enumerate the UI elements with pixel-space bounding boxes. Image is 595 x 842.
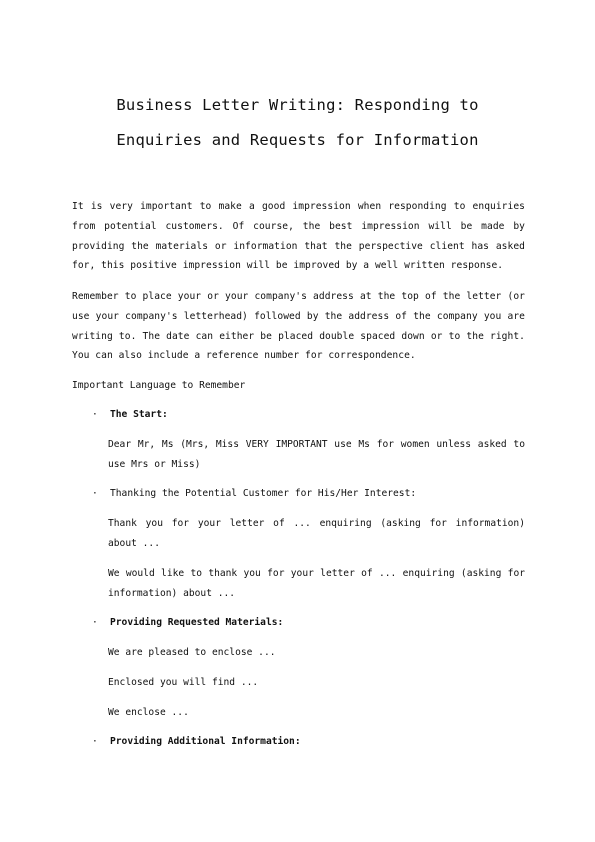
bullet-label: Providing Requested Materials: — [110, 617, 284, 628]
list-item: We enclose ... — [108, 707, 189, 718]
bullet-dot: · — [92, 617, 98, 628]
bullet-label: Providing Additional Information: — [110, 736, 301, 747]
bullet-thanking — [92, 484, 416, 504]
list-item: We are pleased to enclose ... — [108, 647, 276, 658]
intro-paragraph: It is very important to make a good impression when responding to enquiries from potential customers. Of course, the best impression will be made by providing the materials or information that the perspective client has asked for, this positive impression will be improved by a well written response. — [72, 201, 525, 272]
list-item: Dear Mr, Ms (Mrs, Miss VERY IMPORTANT use Ms for women unless asked to use Mrs or Miss) — [108, 439, 525, 470]
page-title-line-2: Enquiries and Requests for Information — [116, 131, 479, 149]
bullet-label: Thanking the Potential Customer for His/Her Interest: — [110, 488, 417, 499]
bullet-the-start — [92, 405, 168, 425]
bullet-dot: · — [92, 409, 98, 420]
bullet-dot: · — [92, 736, 98, 747]
list-item: Enclosed you will find ... — [108, 677, 259, 688]
bullet-dot: · — [92, 488, 98, 499]
list-item: We would like to thank you for your letter of ... enquiring (asking for information) about ... — [108, 568, 525, 599]
bullet-additional-information — [92, 732, 301, 752]
page-title-line-1: Business Letter Writing: Responding to — [116, 96, 479, 114]
bullet-requested-materials — [92, 613, 283, 633]
bullet-label: The Start: — [110, 409, 168, 420]
list-item: Thank you for your letter of ... enquiring (asking for information) about ... — [108, 518, 525, 549]
address-paragraph: Remember to place your or your company's address at the top of the letter (or use your company's letterhead) followed by the address of the company you are writing to. The date can either be placed double spaced down or to the right. You can also include a reference number for correspondence. — [72, 291, 525, 362]
section-label: Important Language to Remember — [72, 380, 246, 391]
